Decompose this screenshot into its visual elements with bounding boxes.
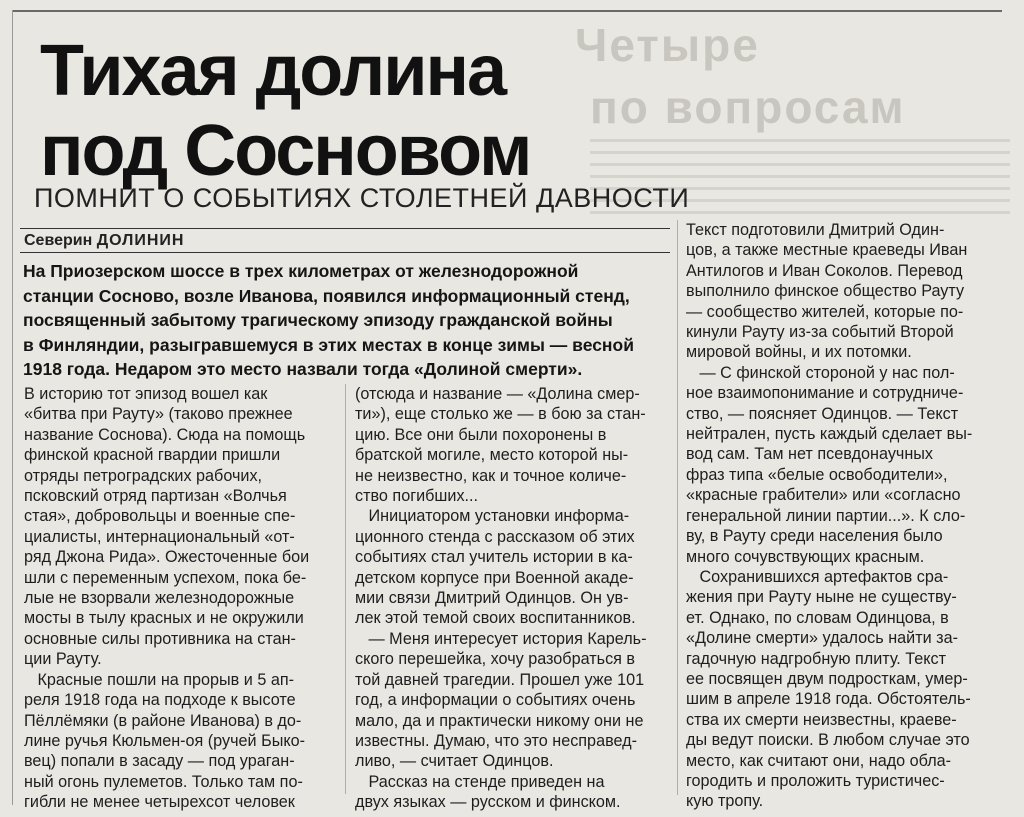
text-line: цию. Все они были похоронены в [355, 425, 607, 444]
text-line: выполнило финское общество Рауту [686, 282, 965, 301]
text-line: Пёллёмяки (в районе Иванова) в до- [24, 711, 302, 730]
text-line: ный огонь пулеметов. Только там по- [24, 772, 303, 791]
text-line: — С финской стороной у нас пол- [686, 363, 955, 382]
text-line: ет. Однако, по словам Одинцова, в [686, 608, 949, 627]
text-line: гадочную надгробную плиту. Текст [686, 649, 947, 668]
text-line: ционного стенда с рассказом об этих [355, 527, 635, 546]
text-line: фраз типа «белые освободители», [686, 465, 948, 484]
text-line: мии связи Дмитрий Одинцов. Он ув- [355, 589, 629, 608]
text-line: ства их смерти неизвестны, краеве- [686, 710, 957, 729]
text-line: ное взаимопонимание и сотрудниче- [686, 384, 964, 403]
column-separator [345, 384, 346, 794]
text-line: реля 1918 года на подходе к высоте [24, 691, 296, 710]
lead-line: в Финляндии, разыгравшемуся в этих местах в конце зимы — весной [23, 334, 634, 355]
text-line: Красные пошли на прорыв и 5 ап- [24, 670, 294, 689]
lead-line: посвященный забытому трагическому эпизоду гражданской войны [23, 310, 613, 331]
text-line: «битва при Рауту» (таково прежнее [24, 405, 293, 424]
text-line: ство, — поясняет Одинцов. — Текст [686, 404, 959, 423]
author-top-rule [20, 228, 670, 229]
text-line: «красные грабители» или «согласно [686, 486, 961, 505]
text-line: (отсюда и название — «Долина смер- [355, 385, 640, 403]
text-line: шли с переменным успехом, пока бе- [24, 568, 307, 587]
text-line: цов, а также местные краеведы Иван [686, 241, 968, 260]
text-line: ряд Джона Рида». Ожесточенные бои [24, 548, 310, 567]
text-line: шим в апреле 1918 года. Обстоятель- [686, 690, 971, 709]
text-line: мало, да и практически никому они не [355, 711, 644, 730]
text-line: «Долине смерти» удалось найти за- [686, 629, 958, 648]
lead-paragraph [23, 259, 673, 382]
text-line: не неизвестно, как и точное количе- [355, 466, 627, 485]
text-line: место, как считают они, надо обла- [686, 751, 952, 770]
author-bottom-rule [20, 252, 670, 253]
text-line: двух языках — русском и финском. [355, 793, 621, 812]
text-line: ее посвящен двум подросткам, умер- [686, 669, 968, 688]
body-column-2 [355, 384, 670, 813]
text-line: название Соснова). Сюда на помощь [24, 425, 306, 444]
body-column-1 [24, 384, 339, 813]
headline-line-1: Тихая долина [40, 31, 506, 111]
text-line: много сочувствующих красным. [686, 547, 925, 566]
text-line: финской красной гвардии пришли [24, 446, 281, 465]
text-line: В историю тот эпизод вошел как [24, 385, 268, 403]
text-line: мосты в тылу красных и не окружили [24, 609, 304, 628]
text-line: ды ведут поиски. В любом случае это [686, 731, 970, 750]
left-rule [12, 10, 13, 805]
bleed-through-text: по вопросам [590, 81, 906, 133]
text-line: год, а информации о событиях очень [355, 691, 636, 710]
byline [24, 232, 184, 250]
body-column-3 [686, 220, 1006, 812]
text-line: той давней трагедии. Прошел уже 101 [355, 670, 645, 689]
text-line: основные силы противника на стан- [24, 629, 296, 648]
text-line: ции Рауту. [24, 650, 102, 669]
author-last-name: ДОЛИНИН [96, 232, 185, 249]
bleed-through-text: Четыре [575, 19, 760, 71]
text-line: кую тропу. [686, 792, 764, 811]
text-line: событиях стал учитель истории в ка- [355, 548, 633, 567]
column-separator [677, 220, 678, 795]
headline-line-2: под Сосновом [40, 111, 531, 191]
text-line: лые не взорвали железнодорожные [24, 589, 295, 608]
text-line: кинули Рауту из-за событий Второй [686, 323, 954, 342]
text-line: отряды петроградских рабочих, [24, 466, 263, 485]
lead-line: На Приозерском шоссе в трех километрах от железнодорожной [23, 261, 579, 281]
text-line: Рассказ на стенде приведен на [355, 772, 605, 791]
text-line: детском корпусе при Военной акаде- [355, 568, 634, 587]
lead-line: станции Сосново, возле Иванова, появился информационный стенд, [23, 285, 630, 306]
text-line: стая», добровольцы и военные спе- [24, 507, 296, 526]
top-rule [12, 10, 1002, 12]
text-line: гибли не менее четырехсот человек [24, 793, 295, 812]
text-line: циалисты, интернациональный «от- [24, 527, 295, 546]
text-line: известны. Думаю, что это несправед- [355, 731, 637, 750]
author-first-name: Северин [24, 232, 93, 249]
text-line: Сохранившихся артефактов сра- [686, 567, 949, 586]
text-line: — сообщество жителей, которые по- [686, 302, 964, 321]
lead-line: 1918 года. Недаром это место назвали тогда «Долиной смерти». [23, 359, 583, 380]
text-line: лек этой темой своих воспитанников. [355, 609, 636, 628]
text-line: городить и проложить туристичес- [686, 771, 945, 790]
text-line: братской могиле, место которой ны- [355, 446, 629, 465]
text-line: Инициатором установки информа- [355, 507, 630, 526]
text-line: ву, в Рауту среди населения было [686, 527, 943, 546]
subheadline: ПОМНИТ О СОБЫТИЯХ СТОЛЕТНЕЙ ДАВНОСТИ [34, 183, 690, 213]
text-line: — Меня интересует история Карель- [355, 629, 647, 648]
text-line: ливо, — считает Одинцов. [355, 752, 554, 771]
text-line: Текст подготовили Дмитрий Один- [686, 221, 945, 239]
text-line: генеральной линии партии...». К сло- [686, 506, 966, 525]
text-line: псковский отряд партизан «Волчья [24, 487, 287, 506]
text-line: ского перешейка, хочу разобраться в [355, 650, 636, 669]
text-line: нейтрален, пусть каждый сделает вы- [686, 425, 973, 444]
text-line: вод сам. Там нет псевдонаучных [686, 445, 934, 464]
text-line: ство погибших... [355, 487, 479, 506]
text-line: мировой войны, и их потомки. [686, 343, 912, 362]
text-line: вец) попали в засаду — под ураган- [24, 752, 295, 771]
text-line: жения при Рауту ныне не существу- [686, 588, 957, 607]
text-line: лине ручья Кюльмен-оя (ручей Быко- [24, 731, 305, 750]
text-line: ти»), еще столько же — в бою за стан- [355, 405, 646, 424]
text-line: Антилогов и Иван Соколов. Перевод [686, 261, 963, 280]
